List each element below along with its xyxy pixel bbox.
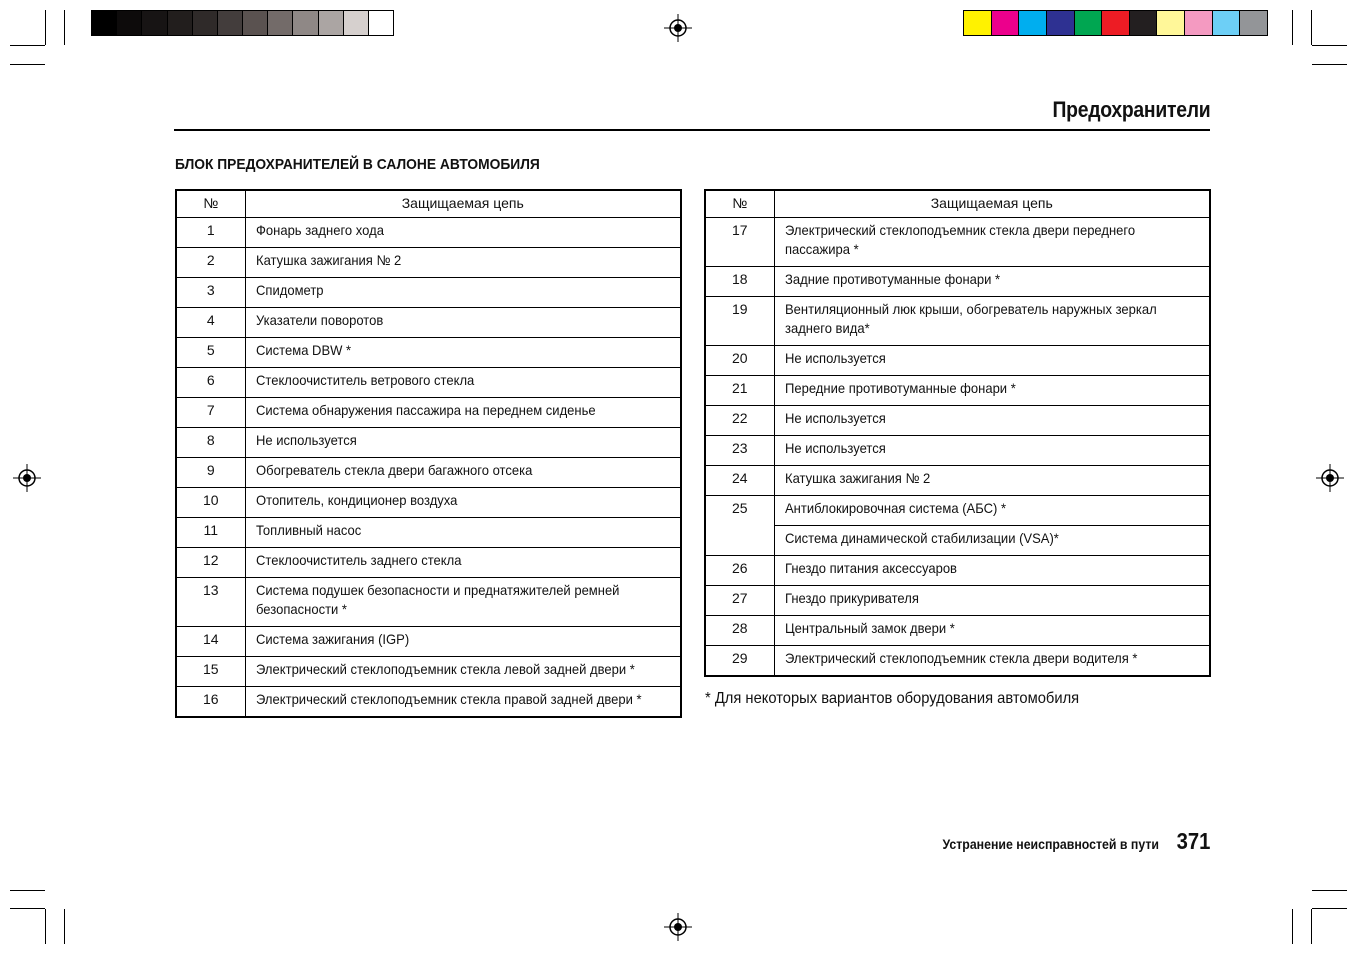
protected-circuit	[774, 436, 1210, 466]
protected-circuit	[245, 428, 681, 458]
crop-mark	[1312, 890, 1347, 891]
protected-circuit	[245, 458, 681, 488]
color-swatch	[92, 11, 117, 35]
protected-circuit	[774, 466, 1210, 496]
fuse-number: 24	[705, 466, 774, 496]
table-row	[176, 578, 681, 627]
fuse-number: 19	[705, 297, 774, 346]
protected-circuit-text: Топливный насос	[255, 522, 361, 538]
fuse-number: 12	[176, 548, 245, 578]
protected-circuit	[245, 338, 681, 368]
protected-circuit-text: Вентиляционный люк крыши, обогреватель наружных зеркал заднего вида*	[784, 301, 1157, 336]
column-header-number: №	[176, 190, 245, 218]
crop-mark	[10, 45, 45, 46]
protected-circuit-text: Не используется	[255, 432, 357, 448]
protected-circuit-text: Антиблокировочная система (АБС) *	[784, 500, 1006, 516]
fuse-number: 7	[176, 398, 245, 428]
fuse-number: 29	[705, 646, 774, 677]
color-swatch	[243, 11, 268, 35]
fuse-number: 2	[176, 248, 245, 278]
fuse-number: 13	[176, 578, 245, 627]
crop-mark	[1312, 908, 1347, 909]
column-header-number: №	[705, 190, 774, 218]
crop-mark	[1292, 909, 1293, 944]
protected-circuit-text: Система зажигания (IGP)	[255, 631, 409, 647]
protected-circuit	[774, 218, 1210, 267]
protected-circuit	[245, 278, 681, 308]
color-swatch	[1157, 11, 1185, 35]
table-row	[176, 518, 681, 548]
color-swatch	[369, 11, 393, 35]
title-divider	[174, 129, 1210, 131]
table-row	[705, 646, 1210, 677]
protected-circuit-text: Катушка зажигания № 2	[255, 252, 401, 268]
color-swatch	[1185, 11, 1213, 35]
fuse-number: 23	[705, 436, 774, 466]
table-header-row	[705, 190, 1210, 218]
protected-circuit	[774, 526, 1210, 556]
fuse-number: 25	[705, 496, 774, 556]
protected-circuit-text: Система обнаружения пассажира на переднем сиденье	[255, 402, 596, 418]
color-swatch	[1130, 11, 1158, 35]
color-swatch	[168, 11, 193, 35]
protected-circuit	[245, 398, 681, 428]
color-swatch	[268, 11, 293, 35]
fuse-number: 5	[176, 338, 245, 368]
color-swatch	[964, 11, 992, 35]
protected-circuit	[774, 556, 1210, 586]
fuse-number: 6	[176, 368, 245, 398]
table-row	[705, 556, 1210, 586]
crop-mark	[64, 10, 65, 45]
table-row	[176, 398, 681, 428]
footnote: * Для некоторых вариантов оборудования автомобиля	[705, 690, 1080, 707]
protected-circuit-text: Электрический стеклоподъемник стекла левой задней двери *	[255, 661, 635, 677]
registration-mark-icon	[664, 14, 692, 42]
crop-mark	[45, 10, 46, 45]
protected-circuit	[245, 627, 681, 657]
color-swatch	[1075, 11, 1103, 35]
protected-circuit-text: Фонарь заднего хода	[255, 222, 384, 238]
table-row	[705, 616, 1210, 646]
table-row	[176, 548, 681, 578]
column-header-circuit: Защищаемая цепь	[774, 190, 1210, 218]
table-row	[176, 627, 681, 657]
protected-circuit-text: Указатели поворотов	[255, 312, 383, 328]
table-row	[176, 338, 681, 368]
table-row	[705, 406, 1210, 436]
color-swatch	[344, 11, 369, 35]
fuse-number: 15	[176, 657, 245, 687]
fuse-number: 10	[176, 488, 245, 518]
protected-circuit	[245, 308, 681, 338]
protected-circuit-text: Передние противотуманные фонари *	[784, 380, 1016, 396]
protected-circuit	[245, 218, 681, 248]
protected-circuit	[774, 346, 1210, 376]
color-swatch	[218, 11, 243, 35]
protected-circuit-text: Гнездо питания аксессуаров	[784, 560, 957, 576]
protected-circuit-text: Электрический стеклоподъемник стекла правой задней двери *	[255, 691, 642, 707]
fuse-number: 26	[705, 556, 774, 586]
color-swatch	[193, 11, 218, 35]
protected-circuit	[774, 406, 1210, 436]
table-row	[705, 526, 1210, 556]
color-swatch	[1047, 11, 1075, 35]
registration-mark-icon	[13, 464, 41, 492]
table-row	[705, 586, 1210, 616]
protected-circuit-text: Система DBW *	[255, 342, 351, 358]
protected-circuit-text: Не используется	[784, 350, 886, 366]
fuse-number: 18	[705, 267, 774, 297]
crop-mark	[1311, 909, 1312, 944]
protected-circuit-text: Система подушек безопасности и преднатяжителей ремней безопасности *	[255, 582, 619, 617]
protected-circuit-text: Спидометр	[255, 282, 324, 298]
color-swatch	[1102, 11, 1130, 35]
crop-mark	[1312, 45, 1347, 46]
table-row	[705, 267, 1210, 297]
table-row	[176, 687, 681, 718]
table-row	[176, 428, 681, 458]
protected-circuit-text: Катушка зажигания № 2	[784, 470, 930, 486]
table-row	[176, 458, 681, 488]
protected-circuit	[245, 488, 681, 518]
crop-mark	[10, 908, 45, 909]
crop-mark	[1311, 10, 1312, 45]
protected-circuit	[245, 657, 681, 687]
column-header-circuit: Защищаемая цепь	[245, 190, 681, 218]
table-row	[176, 657, 681, 687]
color-swatch	[142, 11, 167, 35]
protected-circuit	[245, 248, 681, 278]
fuse-number: 3	[176, 278, 245, 308]
protected-circuit	[245, 548, 681, 578]
fuse-number: 20	[705, 346, 774, 376]
registration-mark-icon	[1316, 464, 1344, 492]
protected-circuit	[774, 297, 1210, 346]
crop-mark	[1312, 64, 1347, 65]
protected-circuit	[774, 586, 1210, 616]
protected-circuit	[245, 578, 681, 627]
protected-circuit	[774, 646, 1210, 677]
crop-mark	[45, 909, 46, 944]
protected-circuit-text: Отопитель, кондиционер воздуха	[255, 492, 457, 508]
protected-circuit-text: Не используется	[784, 440, 886, 456]
table-header-row	[176, 190, 681, 218]
color-swatch	[319, 11, 344, 35]
color-swatch	[1240, 11, 1267, 35]
fuse-number: 16	[176, 687, 245, 718]
protected-circuit-text: Стеклоочиститель ветрового стекла	[255, 372, 474, 388]
grayscale-calibration-bar	[91, 10, 394, 36]
protected-circuit-text: Не используется	[784, 410, 886, 426]
color-swatch	[1213, 11, 1241, 35]
crop-mark	[10, 64, 45, 65]
crop-mark	[10, 890, 45, 891]
table-row	[705, 466, 1210, 496]
protected-circuit-text: Задние противотуманные фонари *	[784, 271, 1000, 287]
protected-circuit-text: Электрический стеклоподъемник стекла двери водителя *	[784, 650, 1137, 666]
fuse-number: 9	[176, 458, 245, 488]
table-row	[176, 488, 681, 518]
protected-circuit-text: Электрический стеклоподъемник стекла двери переднего пассажира *	[784, 222, 1135, 257]
color-calibration-bar	[963, 10, 1268, 36]
table-row	[705, 496, 1210, 526]
protected-circuit	[245, 518, 681, 548]
footer-section-title: Устранение неисправностей в пути	[942, 836, 1159, 852]
fuse-number: 21	[705, 376, 774, 406]
fuse-number: 8	[176, 428, 245, 458]
table-row	[176, 248, 681, 278]
protected-circuit	[774, 616, 1210, 646]
table-row	[705, 297, 1210, 346]
crop-mark	[1292, 10, 1293, 45]
crop-mark	[64, 909, 65, 944]
color-swatch	[1019, 11, 1047, 35]
color-swatch	[992, 11, 1020, 35]
protected-circuit-text: Обогреватель стекла двери багажного отсека	[255, 462, 532, 478]
table-row	[176, 278, 681, 308]
protected-circuit	[245, 368, 681, 398]
fuse-table-right	[704, 189, 1211, 677]
protected-circuit	[774, 496, 1210, 526]
fuse-number: 22	[705, 406, 774, 436]
fuse-number: 14	[176, 627, 245, 657]
table-row	[705, 436, 1210, 466]
protected-circuit	[245, 687, 681, 718]
table-row	[705, 376, 1210, 406]
protected-circuit-text: Система динамической стабилизации (VSA)*	[784, 530, 1059, 546]
table-row	[176, 308, 681, 338]
table-row	[176, 368, 681, 398]
table-row	[176, 218, 681, 248]
table-row	[705, 218, 1210, 267]
page-title: Предохранители	[1052, 97, 1210, 122]
protected-circuit-text: Гнездо прикуривателя	[784, 590, 919, 606]
protected-circuit-text: Стеклоочиститель заднего стекла	[255, 552, 461, 568]
table-row	[705, 346, 1210, 376]
protected-circuit-text: Центральный замок двери *	[784, 620, 955, 636]
fuse-number: 11	[176, 518, 245, 548]
fuse-number: 1	[176, 218, 245, 248]
fuse-number: 4	[176, 308, 245, 338]
color-swatch	[117, 11, 142, 35]
color-swatch	[293, 11, 318, 35]
section-title: БЛОК ПРЕДОХРАНИТЕЛЕЙ В САЛОНЕ АВТОМОБИЛЯ	[175, 156, 540, 173]
protected-circuit	[774, 267, 1210, 297]
fuse-number: 17	[705, 218, 774, 267]
registration-mark-icon	[664, 913, 692, 941]
fuse-table-left	[175, 189, 682, 718]
fuse-number: 27	[705, 586, 774, 616]
page-number: 371	[1176, 828, 1210, 854]
fuse-number: 28	[705, 616, 774, 646]
protected-circuit	[774, 376, 1210, 406]
